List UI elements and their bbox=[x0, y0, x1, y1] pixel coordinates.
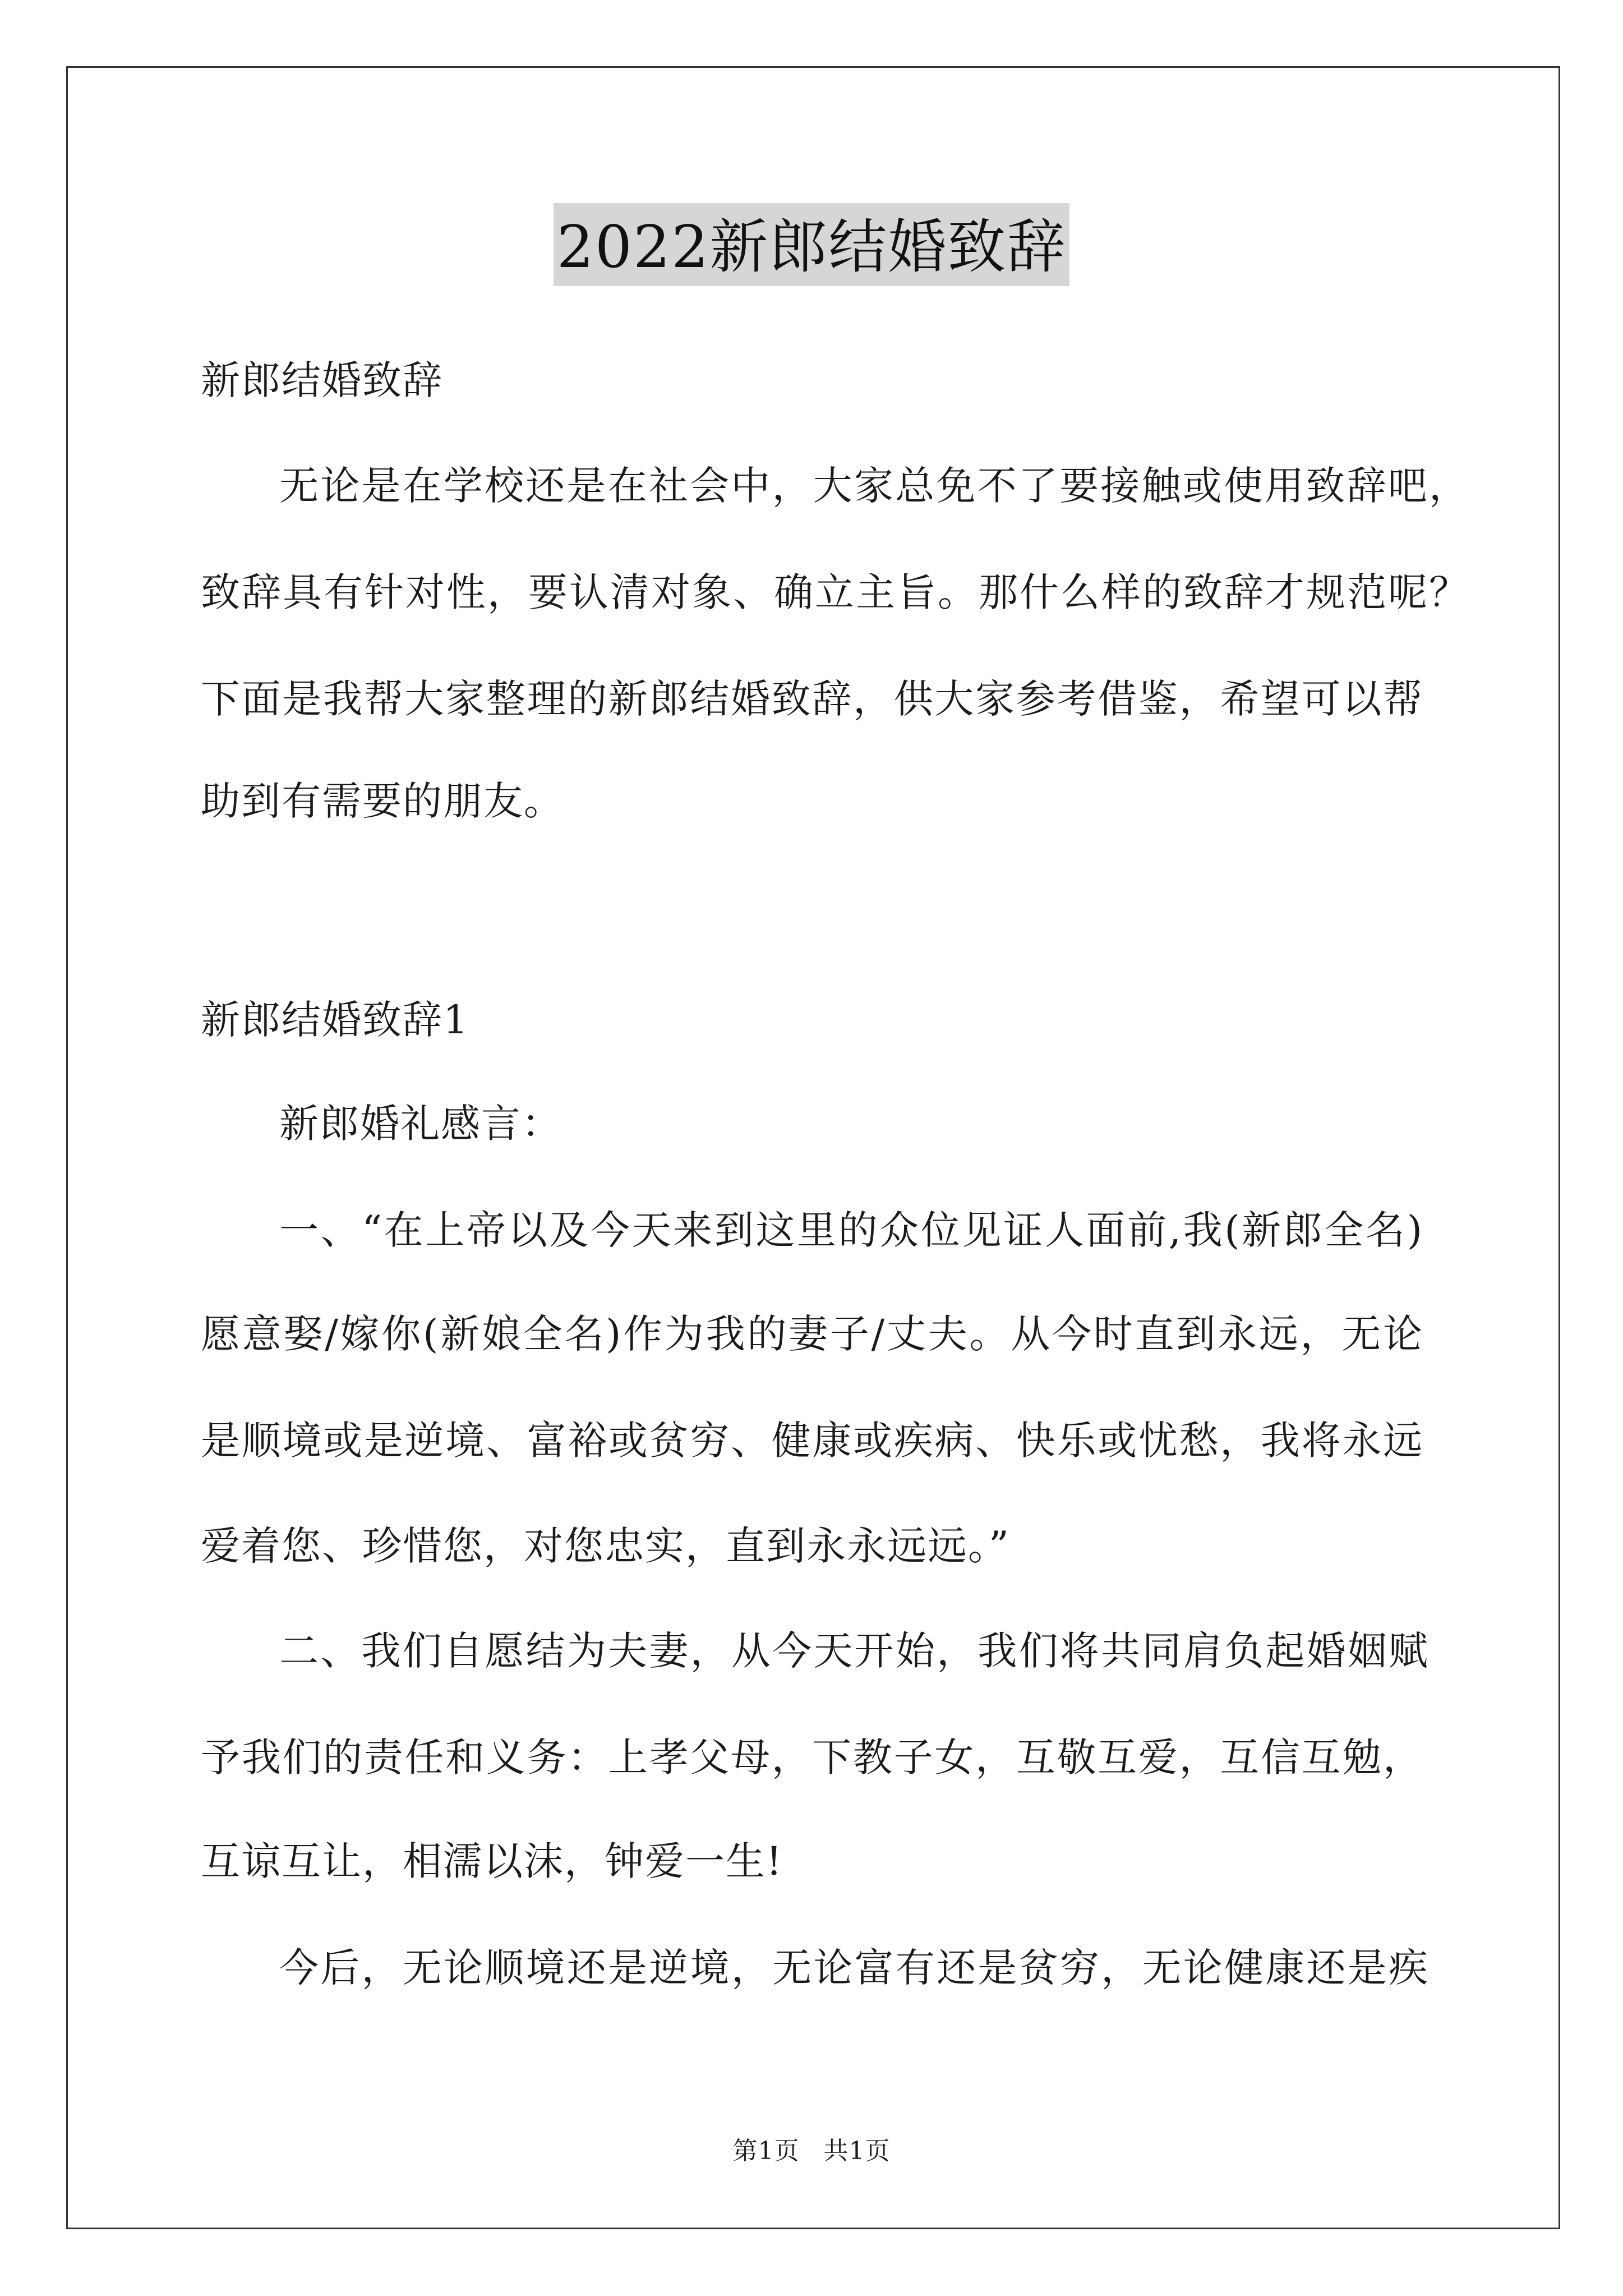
paragraph-line: 一、“在上帝以及今天来到这里的众位见证人面前,我(新郎全名) bbox=[279, 1207, 1423, 1253]
paragraph-line: 互谅互让，相濡以沫，钟爱一生! bbox=[201, 1838, 783, 1884]
paragraph-line: 爱着您、珍惜您，对您忠实，直到永永远远。” bbox=[201, 1523, 1010, 1569]
paragraph-line: 二、我们自愿结为夫妻，从今天开始，我们将共同肩负起婚姻赋 bbox=[279, 1628, 1429, 1674]
title-container bbox=[0, 203, 1623, 286]
paragraph-line: 愿意娶/嫁你(新娘全名)作为我的妻子/丈夫。从今时直到永远，无论 bbox=[201, 1311, 1423, 1357]
page-footer: 第1页 共1页 bbox=[732, 2137, 891, 2165]
paragraph-line: 下面是我帮大家整理的新郎结婚致辞，供大家参考借鉴，希望可以帮 bbox=[201, 676, 1423, 722]
paragraph-line: 致辞具有针对性，要认清对象、确立主旨。那什么样的致辞才规范呢？ bbox=[201, 569, 1469, 615]
paragraph-line: 无论是在学校还是在社会中，大家总免不了要接触或使用致辞吧， bbox=[279, 463, 1469, 509]
paragraph-line: 助到有需要的朋友。 bbox=[201, 778, 564, 824]
paragraph-line: 今后，无论顺境还是逆境，无论富有还是贫穷，无论健康还是疾 bbox=[279, 1945, 1429, 1991]
paragraph-line: 是顺境或是逆境、富裕或贫穷、健康或疾病、快乐或忧愁，我将永远 bbox=[201, 1418, 1423, 1464]
document-title: 2022新郎结婚致辞 bbox=[554, 203, 1070, 286]
paragraph-line: 新郎婚礼感言： bbox=[279, 1101, 562, 1147]
paragraph-line: 予我们的责任和义务：上孝父母，下教子女，互敬互爱，互信互勉， bbox=[201, 1734, 1423, 1780]
section-heading: 新郎结婚致辞1 bbox=[201, 997, 469, 1043]
intro-heading: 新郎结婚致辞 bbox=[201, 357, 443, 403]
